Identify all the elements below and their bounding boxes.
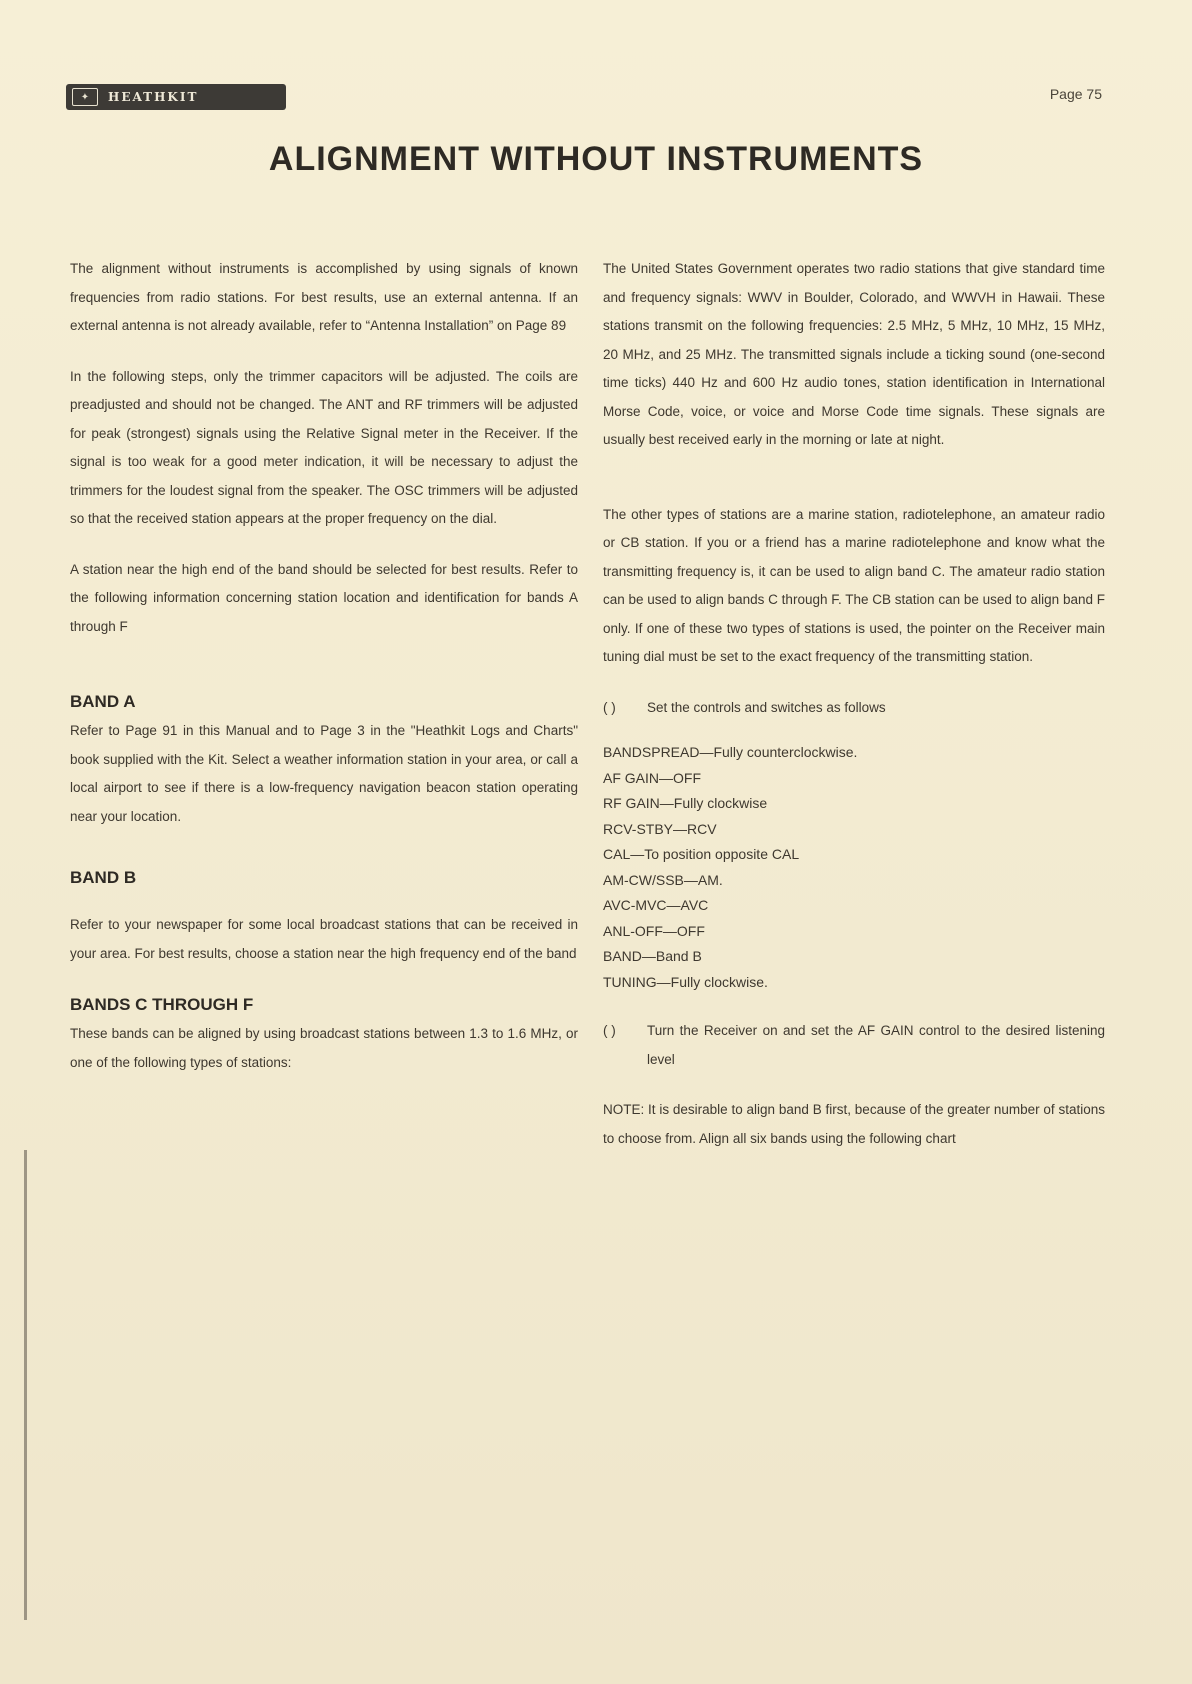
page-number: Page 75 <box>1049 86 1102 102</box>
band-cf-text: These bands can be aligned by using broadcast stations between 1.3 to 1.6 MHz, or one of the following types of stations: <box>70 1026 578 1070</box>
step-checkbox[interactable]: ( ) <box>603 699 616 715</box>
list-item: BANDSPREAD—Fully counterclockwise. <box>603 744 858 760</box>
wwv-paragraph: The United States Government operates two radio stations that give standard time and frequency signals: WWV in Boulder, Colorado, and WWVH in Hawaii. These stations transmit on the following frequencies: 2.5 MHz, 5 MHz, 10 MHz, 15 MHz, 20 MHz, and 25 MHz. The transmitted signals include a ticking sound (one-second time ticks) 440 Hz and 600 Hz audio tones, station identification in International Morse Code, voice, or voice and Morse Code time signals. These signals are usually best received early in the morning or late at night. <box>603 261 1105 447</box>
step-set-controls <box>603 694 1105 723</box>
list-item: BAND—Band B <box>603 948 702 964</box>
band-b-text: Refer to your newspaper for some local broadcast stations that can be received in your area. For best results, choose a station near the high frequency end of the band <box>70 917 578 961</box>
step-turn-on <box>603 1017 1105 1074</box>
step-checkbox[interactable]: ( ) <box>603 1023 616 1038</box>
left-column <box>70 255 578 1077</box>
right-column <box>603 255 1105 1153</box>
band-a-text: Refer to Page 91 in this Manual and to Page 3 in the "Heathkit Logs and Charts" book supplied with the Kit. Select a weather information station in your area, or call a local airport to see if there is a low-frequency navigation beacon station operating near your location. <box>70 723 578 824</box>
list-item: RF GAIN—Fully clockwise <box>603 795 768 811</box>
step-text: Set the controls and switches as follows <box>647 699 886 715</box>
band-cf-heading: BANDS C THROUGH F <box>70 995 254 1014</box>
band-b-heading: BAND B <box>70 868 137 887</box>
list-item: AF GAIN—OFF <box>603 769 701 786</box>
page-title: ALIGNMENT WITHOUT INSTRUMENTS <box>268 140 924 178</box>
list-item: AM-CW/SSB—AM. <box>603 871 723 888</box>
step-text: Turn the Receiver on and set the AF GAIN control to the desired listening level <box>647 1023 1105 1067</box>
logo-emblem-icon: ✦ <box>72 88 98 106</box>
intro-paragraph: The alignment without instruments is accomplished by using signals of known frequencies from radio stations. For best results, use an external antenna. If an external antenna is not already available, refer to “Antenna Installation” on Page 89 <box>70 261 578 333</box>
page-edge-shadow <box>24 1150 27 1620</box>
note-paragraph: NOTE: It is desirable to align band B first, because of the greater number of stations to choose from. Align all six bands using the following chart <box>603 1102 1105 1146</box>
control-settings-list <box>603 740 1105 995</box>
list-item: CAL—To position opposite CAL <box>603 846 800 862</box>
list-item: TUNING—Fully clockwise. <box>603 973 768 990</box>
trimmer-paragraph: In the following steps, only the trimmer capacitors will be adjusted. The coils are preadjusted and should not be changed. The ANT and RF trimmers will be adjusted for peak (strongest) signals using the Relative Signal meter in the Receiver. If the signal is too weak for a good meter indication, it will be necessary to adjust the trimmers for the loudest signal from the speaker. The OSC trimmers will be adjusted so that the received station appears at the proper frequency on the dial. <box>70 368 578 526</box>
logo-text: HEATHKIT <box>108 90 199 104</box>
other-stations-paragraph: The other types of stations are a marine station, radiotelephone, an amateur radio or CB station. If you or a friend has a marine radiotelephone and know what the transmitting frequency is, it can be used to align band C. The amateur radio station can be used to align bands C through F. The CB station can be used to align band F only. If one of these two types of stations is used, the pointer on the Receiver main tuning dial must be set to the exact frequency of the transmitting station. <box>603 506 1105 664</box>
band-a-heading: BAND A <box>70 692 136 711</box>
list-item: ANL-OFF—OFF <box>603 922 705 939</box>
list-item: AVC-MVC—AVC <box>603 897 709 913</box>
heathkit-logo <box>66 84 286 110</box>
station-selection-paragraph: A station near the high end of the band should be selected for best results. Refer to the following information concerning station location and identification for bands A through F <box>70 561 578 634</box>
list-item: RCV-STBY—RCV <box>603 820 717 837</box>
